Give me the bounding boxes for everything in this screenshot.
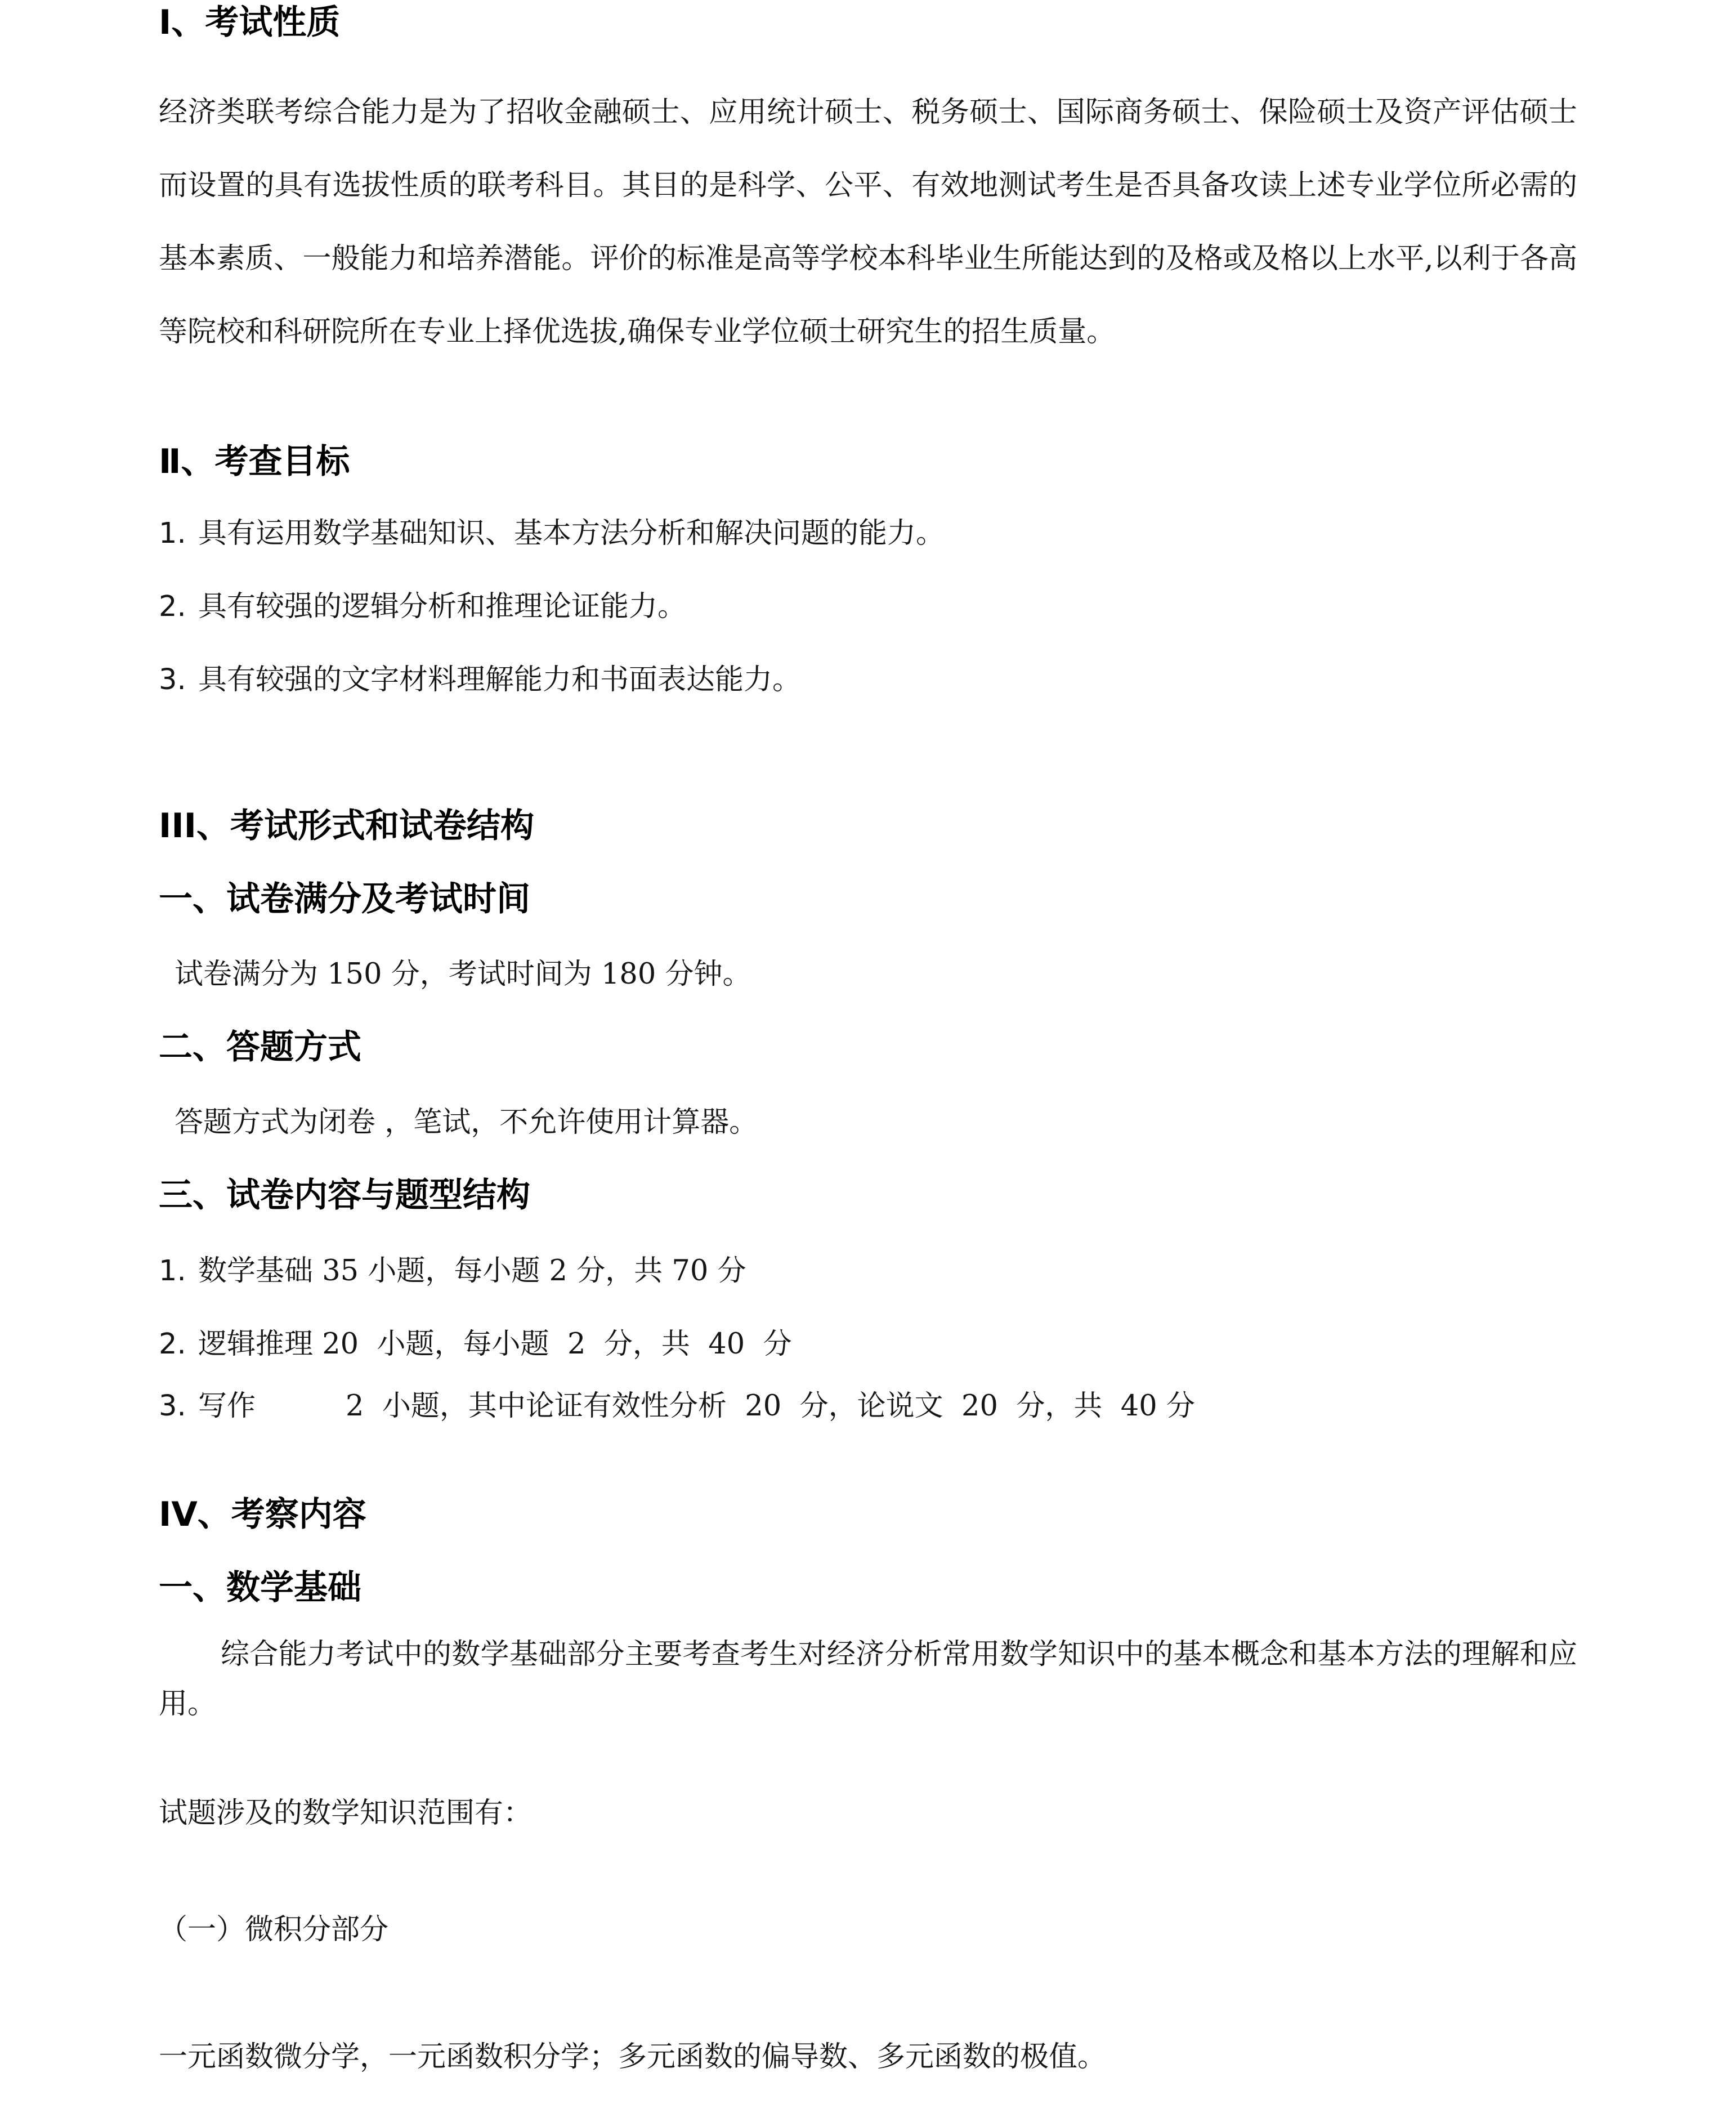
calculus-part-content: 一元函数微分学，一元函数积分学；多元函数的偏导数、多元函数的极值。 — [159, 2040, 1107, 2074]
structure-item-1 — [159, 1254, 746, 1288]
section-3-heading: III、考试形式和试卷结构 — [159, 806, 534, 846]
objective-item-2 — [159, 592, 686, 621]
structure-item-2 — [159, 1330, 792, 1359]
list-text: 数学基础 35 小题，每小题 2 分，共 70 分 — [198, 1254, 746, 1288]
paper-structure-heading: 三、试卷内容与题型结构 — [159, 1176, 530, 1215]
list-number: 2. — [159, 590, 186, 623]
section-1-paragraph: 经济类联考综合能力是为了招收金融硕士、应用统计硕士、税务硕士、国际商务硕士、保险硕士及资产评估硕士而设置的具有选拔性质的联考科目。其目的是科学、公平、有效地测试考生是否具备攻读上述专业学位所必需的基本素质、一般能力和培养潜能。评价的标准是高等学校本科毕业生所能达到的及格或及格以上水平,以利于各高等院校和科研院所在专业上择优选拔,确保专业学位硕士研究生的招生质量。 — [159, 96, 1577, 349]
math-scope-intro: 试题涉及的数学知识范围有： — [159, 1797, 533, 1830]
exam-score-time-heading: 一、试卷满分及考试时间 — [159, 879, 530, 919]
section-2-heading: Ⅱ、考查目标 — [159, 442, 350, 481]
calculus-part-title: （一）微积分部分 — [159, 1913, 389, 1946]
list-text: 具有较强的逻辑分析和推理论证能力。 — [198, 590, 687, 623]
list-number: 1. — [159, 1254, 186, 1288]
list-number: 1. — [159, 517, 186, 550]
list-text: 2 小题，其中论证有效性分析 20 分，论说文 20 分，共 40 分 — [346, 1390, 1195, 1423]
list-text: 逻辑推理 20 小题，每小题 2 分，共 40 分 — [198, 1328, 792, 1361]
answer-method-heading: 二、答题方式 — [159, 1028, 361, 1067]
section-1-heading: Ⅰ、考试性质 — [159, 3, 341, 42]
section-4-heading: IV、考察内容 — [159, 1495, 366, 1534]
list-text: 具有较强的文字材料理解能力和书面表达能力。 — [198, 663, 802, 696]
list-number: 3. — [159, 1390, 186, 1423]
math-basics-paragraph: 综合能力考试中的数学基础部分主要考查考生对经济分析常用数学知识中的基本概念和基本方法的理解和应用。 — [159, 1638, 1577, 1721]
structure-item-3 — [159, 1390, 1195, 1423]
math-basics-heading: 一、数学基础 — [159, 1568, 361, 1607]
list-number: 3. — [159, 663, 186, 696]
objective-item-3 — [159, 665, 801, 694]
list-text: 具有运用数学基础知识、基本方法分析和解决问题的能力。 — [198, 517, 945, 550]
list-label: 写作 — [198, 1390, 256, 1423]
exam-score-time-text: 试卷满分为 150 分，考试时间为 180 分钟。 — [175, 958, 751, 991]
answer-method-text: 答题方式为闭卷 ，笔试，不允许使用计算器。 — [175, 1106, 758, 1139]
objective-item-1 — [159, 519, 945, 548]
list-number: 2. — [159, 1328, 186, 1361]
